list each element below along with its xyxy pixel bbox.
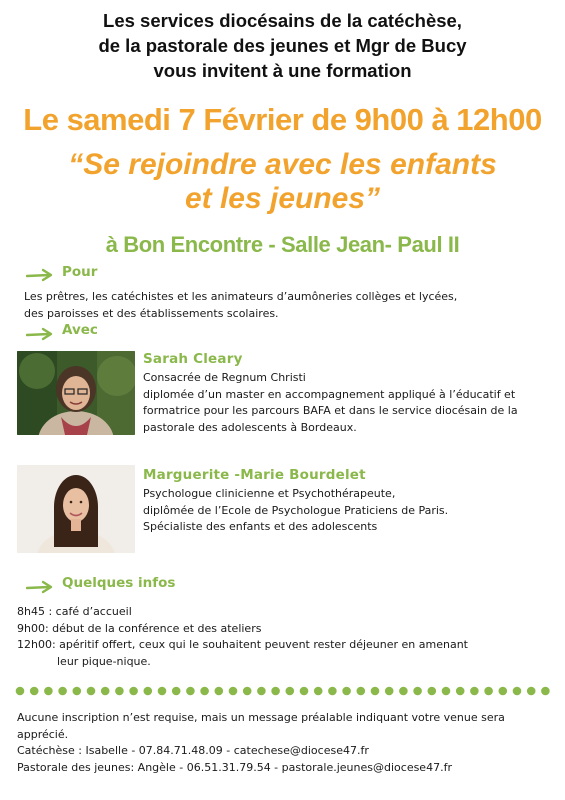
pour-line-2: des paroisses et des établissements scolaires. xyxy=(24,306,279,320)
header-line-2: de la pastorale des jeunes et Mgr de Bucy xyxy=(98,35,467,56)
divider-dot xyxy=(87,687,96,696)
event-title-line-1: “Se rejoindre avec les enfants xyxy=(68,148,497,181)
footer-contact-catechese: Catéchèse : Isabelle - 07.84.71.48.09 - catechese@diocese47.fr xyxy=(17,744,369,757)
schedule-line: 8h45 : café d’accueil xyxy=(17,605,132,618)
speaker-bio-line: Psychologue clinicienne et Psychothérapeute, xyxy=(143,487,396,500)
divider-dot xyxy=(527,687,536,696)
schedule-line: 9h00: début de la conférence et des ateliers xyxy=(17,621,262,635)
divider-dot xyxy=(399,687,408,696)
speaker-bio-line: diplomée d’un master en accompagnement appliqué à l’éducatif et xyxy=(143,387,516,401)
divider-dot xyxy=(442,687,451,696)
divider-dot xyxy=(16,687,25,696)
section-heading-avec: Avec xyxy=(62,322,98,338)
header-line-3: vous invitent à une formation xyxy=(153,60,412,81)
divider-dot xyxy=(513,687,522,696)
divider-dot xyxy=(101,687,110,696)
divider-dot xyxy=(215,687,224,696)
divider-dot xyxy=(371,687,380,696)
event-date: Le samedi 7 Février de 9h00 à 12h00 xyxy=(23,102,542,137)
event-title-line-2: et les jeunes” xyxy=(184,182,381,215)
divider-dot xyxy=(243,687,252,696)
event-title xyxy=(0,148,565,216)
footer-contact-pastorale: Pastorale des jeunes: Angèle - 06.51.31.79.54 - pastorale.jeunes@diocese47.fr xyxy=(17,760,452,774)
section-heading-infos: Quelques infos xyxy=(62,575,176,591)
divider-dot xyxy=(73,687,82,696)
dotted-divider xyxy=(14,684,554,698)
speaker-card-1 xyxy=(143,351,518,436)
divider-dot xyxy=(385,687,394,696)
divider-dot xyxy=(200,687,209,696)
speaker-bio-line: formatrice pour les parcours BAFA et dans le service diocésain de la xyxy=(143,404,518,417)
schedule-line: 12h00: apéritif offert, ceux qui le souhaitent peuvent rester déjeuner en amenant xyxy=(17,638,468,651)
divider-dot xyxy=(129,687,138,696)
arrow-right-icon xyxy=(26,268,54,282)
divider-dot xyxy=(58,687,67,696)
footer-line: apprécié. xyxy=(17,727,69,741)
divider-dot xyxy=(314,687,323,696)
divider-dot xyxy=(115,687,124,696)
divider-dot xyxy=(300,687,309,696)
speaker-bio-line: diplômée de l’Ecole de Psychologue Praticiens de Paris. xyxy=(143,503,449,517)
divider-dot xyxy=(44,687,53,696)
pour-text xyxy=(24,289,457,322)
arrow-right-icon xyxy=(26,327,54,341)
divider-dot xyxy=(271,687,280,696)
section-heading-pour: Pour xyxy=(62,264,98,280)
divider-dot xyxy=(186,687,195,696)
divider-dot xyxy=(484,687,493,696)
divider-dot xyxy=(172,687,181,696)
speaker-bio xyxy=(143,370,518,436)
speaker-bio-line: pastorale des adolescents à Bordeaux. xyxy=(143,420,357,434)
divider-dot xyxy=(499,687,508,696)
divider-dot xyxy=(470,687,479,696)
event-location: à Bon Encontre - Salle Jean- Paul II xyxy=(105,232,460,257)
speaker-bio-line: Spécialiste des enfants et des adolescents xyxy=(143,520,378,533)
speaker-photo-marguerite-marie-bourdelet xyxy=(17,465,135,553)
divider-dot xyxy=(328,687,337,696)
divider-dot xyxy=(428,687,437,696)
divider-dot xyxy=(30,687,39,696)
footer-contact xyxy=(17,710,505,776)
infos-schedule xyxy=(17,604,468,670)
speaker-bio-line: Consacrée de Regnum Christi xyxy=(143,371,306,384)
arrow-right-icon xyxy=(26,580,54,594)
divider-dot xyxy=(158,687,167,696)
divider-dot xyxy=(286,687,295,696)
schedule-line: leur pique-nique. xyxy=(57,654,151,668)
footer-line: Aucune inscription n’est requise, mais un message préalable indiquant votre venue sera xyxy=(17,711,505,724)
divider-dot xyxy=(144,687,153,696)
speaker-photo-sarah-cleary xyxy=(17,351,135,435)
header-line-1: Les services diocésains de la catéchèse, xyxy=(103,10,462,31)
divider-dot xyxy=(229,687,238,696)
divider-dot xyxy=(413,687,422,696)
divider-dot xyxy=(541,687,550,696)
divider-dot xyxy=(257,687,266,696)
speaker-name: Marguerite -Marie Bourdelet xyxy=(143,467,366,483)
divider-dot xyxy=(357,687,366,696)
pour-line-1: Les prêtres, les catéchistes et les animateurs d’aumôneries collèges et lycées, xyxy=(24,290,458,303)
invitation-header xyxy=(0,8,565,83)
speaker-bio xyxy=(143,486,448,536)
divider-dot xyxy=(342,687,351,696)
speaker-name: Sarah Cleary xyxy=(143,351,243,367)
divider-dot xyxy=(456,687,465,696)
speaker-card-2 xyxy=(143,467,448,536)
